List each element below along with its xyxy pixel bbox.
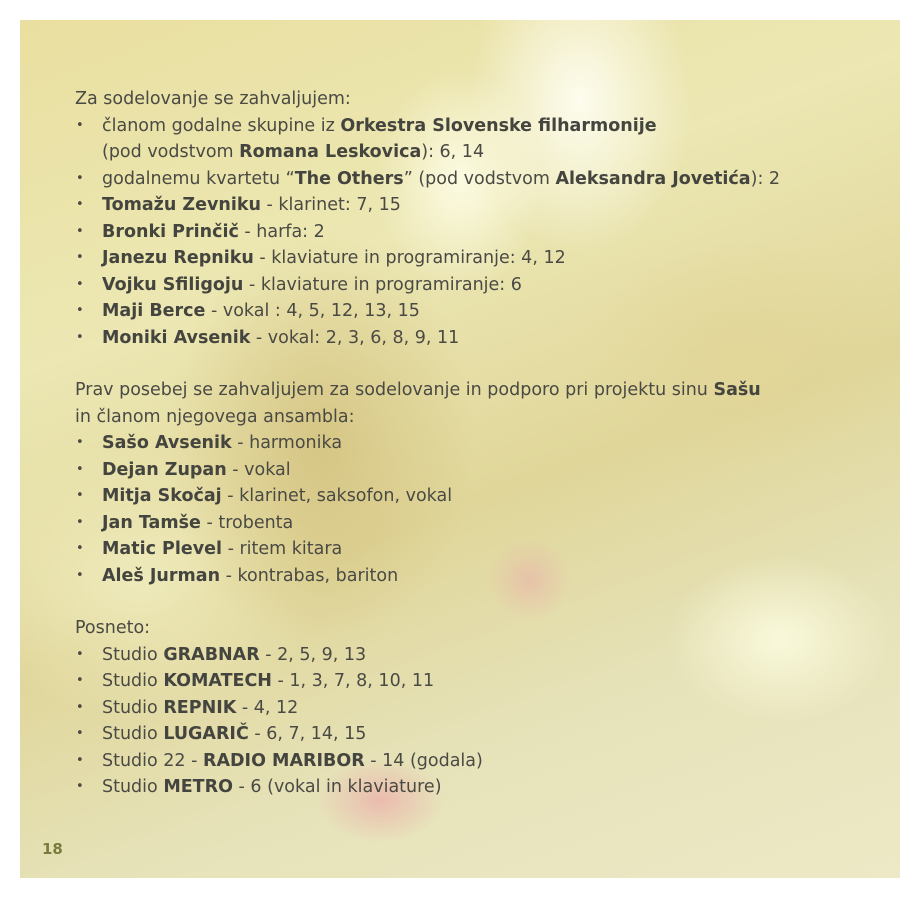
bullet-icon: • xyxy=(76,197,84,212)
list-item: • Matic Plevel - ritem kitara xyxy=(75,536,875,563)
list-item: • Bronki Prinčič - harfa: 2 xyxy=(75,219,875,246)
special-thanks-intro: Prav posebej se zahvaljujem za sodelovanje in podporo pri projektu sinu Sašu in članom njegovega ansambla: xyxy=(75,380,761,427)
list-item: • godalnemu kvartetu “The Others” (pod vodstvom Aleksandra Jovetića): 2 xyxy=(75,166,875,193)
section-gap xyxy=(75,351,875,377)
bullet-icon: • xyxy=(76,329,84,345)
bullet-icon: • xyxy=(76,303,84,318)
list-item: • Studio KOMATECH - 1, 3, 7, 8, 10, 11 xyxy=(75,668,875,695)
list-item-continuation: (pod vodstvom Romana Leskovica): 6, 14 xyxy=(102,142,485,162)
bullet-icon: • xyxy=(76,567,84,583)
list-item: • Studio METRO - 6 (vokal in klaviature) xyxy=(75,774,875,801)
studio-list xyxy=(75,642,875,801)
bullet-icon: • xyxy=(76,117,84,133)
bullet-icon: • xyxy=(76,250,84,265)
bullet-icon: • xyxy=(76,461,84,477)
list-item: • Studio GRABNAR - 2, 5, 9, 13 xyxy=(75,642,875,669)
list-item: • Mitja Skočaj - klarinet, saksofon, vokal xyxy=(75,483,875,510)
list-item: • Vojku Sfiligoju - klaviature in programiranje: 6 xyxy=(75,272,875,299)
list-item: • Janezu Repniku - klaviature in programiranje: 4, 12 xyxy=(75,245,875,272)
ensemble-list xyxy=(75,430,875,589)
bullet-icon: • xyxy=(76,488,84,503)
bullet-icon: • xyxy=(76,276,84,292)
list-item: • Studio LUGARIČ - 6, 7, 14, 15 xyxy=(75,721,875,748)
thanks-list xyxy=(75,113,875,352)
bullet-icon: • xyxy=(76,779,84,794)
bullet-icon: • xyxy=(76,541,84,556)
bullet-icon: • xyxy=(76,435,84,450)
list-item: • članom godalne skupine iz Orkestra Slovenske filharmonije xyxy=(75,113,875,140)
bullet-icon: • xyxy=(76,752,84,768)
bullet-icon: • xyxy=(76,726,84,741)
credits-text xyxy=(75,86,875,801)
bullet-icon: • xyxy=(76,673,84,688)
list-item: • Studio REPNIK - 4, 12 xyxy=(75,695,875,722)
list-item: • Studio 22 - RADIO MARIBOR - 14 (godala) xyxy=(75,748,875,775)
bullet-icon: • xyxy=(76,514,84,530)
list-item: • Maji Berce - vokal : 4, 5, 12, 13, 15 xyxy=(75,298,875,325)
list-item: • Dejan Zupan - vokal xyxy=(75,457,875,484)
bullet-icon: • xyxy=(76,223,84,239)
list-item: • Moniki Avsenik - vokal: 2, 3, 6, 8, 9, 11 xyxy=(75,325,875,352)
bullet-icon: • xyxy=(76,170,84,186)
booklet-page xyxy=(20,20,900,878)
section-gap xyxy=(75,589,875,615)
list-item: • Sašo Avsenik - harmonika xyxy=(75,430,875,457)
bullet-icon: • xyxy=(76,699,84,715)
page-number: 18 xyxy=(42,840,63,858)
list-item: • Jan Tamše - trobenta xyxy=(75,510,875,537)
list-item: • Aleš Jurman - kontrabas, bariton xyxy=(75,563,875,590)
recorded-intro: Posneto: xyxy=(75,618,151,638)
bullet-icon: • xyxy=(76,646,84,662)
thanks-intro: Za sodelovanje se zahvaljujem: xyxy=(75,89,351,109)
list-item: • Tomažu Zevniku - klarinet: 7, 15 xyxy=(75,192,875,219)
